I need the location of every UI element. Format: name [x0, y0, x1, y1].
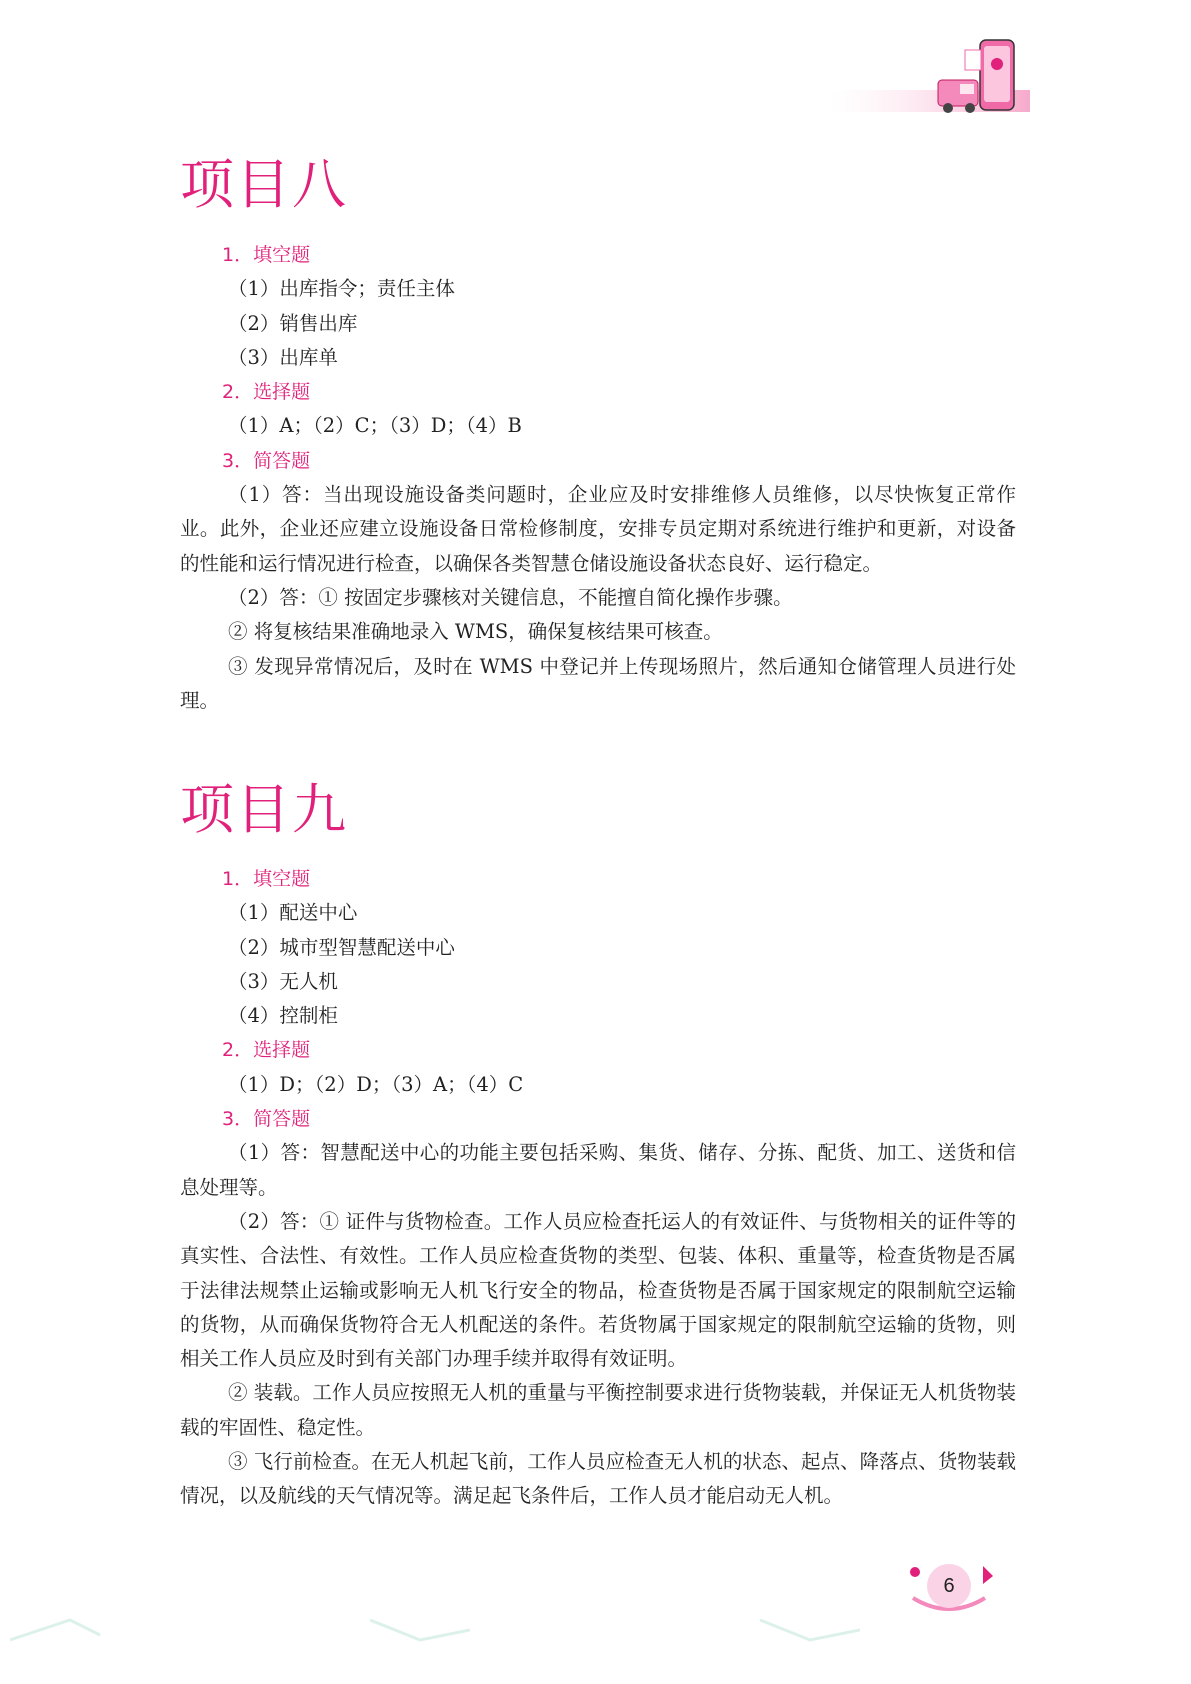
answer-paragraph: （1）答：智慧配送中心的功能主要包括采购、集货、储存、分拣、配货、加工、送货和信息处理等。	[180, 1141, 1016, 1199]
section-title-8: 项目八	[180, 153, 348, 216]
list-item: （1）配送中心	[228, 901, 358, 925]
list-item: （4）控制柜	[228, 1004, 338, 1028]
page-number: 6	[927, 1564, 971, 1608]
choice-answers: （1）A；（2）C；（3）D；（4）B	[228, 414, 522, 438]
answer-paragraph: ② 将复核结果准确地录入 WMS，确保复核结果可核查。	[228, 620, 723, 644]
watermark-icon	[370, 1610, 470, 1650]
watermark-icon	[760, 1610, 860, 1650]
watermark-icon	[10, 1610, 110, 1650]
phone-delivery-truck-icon	[830, 30, 1040, 130]
section-8-content	[180, 238, 1016, 718]
short-answer-heading: 3．简答题	[222, 1108, 311, 1131]
section-title-9: 项目九	[180, 778, 348, 841]
answer-paragraph: （2）答：① 按固定步骤核对关键信息，不能擅自简化操作步骤。	[228, 585, 793, 609]
answer-paragraph: （2）答：① 证件与货物检查。工作人员应检查托运人的有效证件、与货物相关的证件等的真实性、合法性、有效性。工作人员应检查货物的类型、包装、体积、重量等，检查货物是否属于法律法规禁止运输或影响无人机飞行安全的物品，检查货物是否属于国家规定的限制航空运输的货物，从而确保货物符合无人机配送的条件。若货物属于国家规定的限制航空运输的货物，则相关工作人员应及时到有关部门办理手续并取得有效证明。	[180, 1209, 1016, 1371]
fill-blank-heading: 1．填空题	[222, 244, 311, 266]
choice-answers: （1）D；（2）D；（3）A；（4）C	[228, 1072, 524, 1096]
section-9-content	[180, 862, 1016, 1514]
list-item: （3）无人机	[228, 969, 338, 993]
list-item: （1）出库指令；责任主体	[228, 277, 455, 301]
answer-paragraph: ③ 发现异常情况后，及时在 WMS 中登记并上传现场照片，然后通知仓储管理人员进行处理。	[180, 654, 1016, 712]
list-item: （3）出库单	[228, 345, 338, 369]
answer-paragraph: ② 装载。工作人员应按照无人机的重量与平衡控制要求进行货物装载，并保证无人机货物装载的牢固性、稳定性。	[180, 1381, 1016, 1439]
multiple-choice-heading: 2．选择题	[222, 381, 311, 404]
page-number-badge	[905, 1558, 995, 1618]
fill-blank-heading: 1．填空题	[222, 868, 311, 890]
list-item: （2）城市型智慧配送中心	[228, 935, 455, 959]
list-item: （2）销售出库	[228, 311, 358, 335]
answer-paragraph: （1）答：当出现设施设备类问题时，企业应及时安排维修人员维修，以尽快恢复正常作业。此外，企业还应建立设施设备日常检修制度，安排专员定期对系统进行维护和更新，对设备的性能和运行情况进行检查，以确保各类智慧仓储设施设备状态良好、运行稳定。	[180, 483, 1016, 575]
short-answer-heading: 3．简答题	[222, 449, 311, 472]
multiple-choice-heading: 2．选择题	[222, 1039, 311, 1062]
answer-paragraph: ③ 飞行前检查。在无人机起飞前，工作人员应检查无人机的状态、起点、降落点、货物装载情况，以及航线的天气情况等。满足起飞条件后，工作人员才能启动无人机。	[180, 1450, 1016, 1508]
